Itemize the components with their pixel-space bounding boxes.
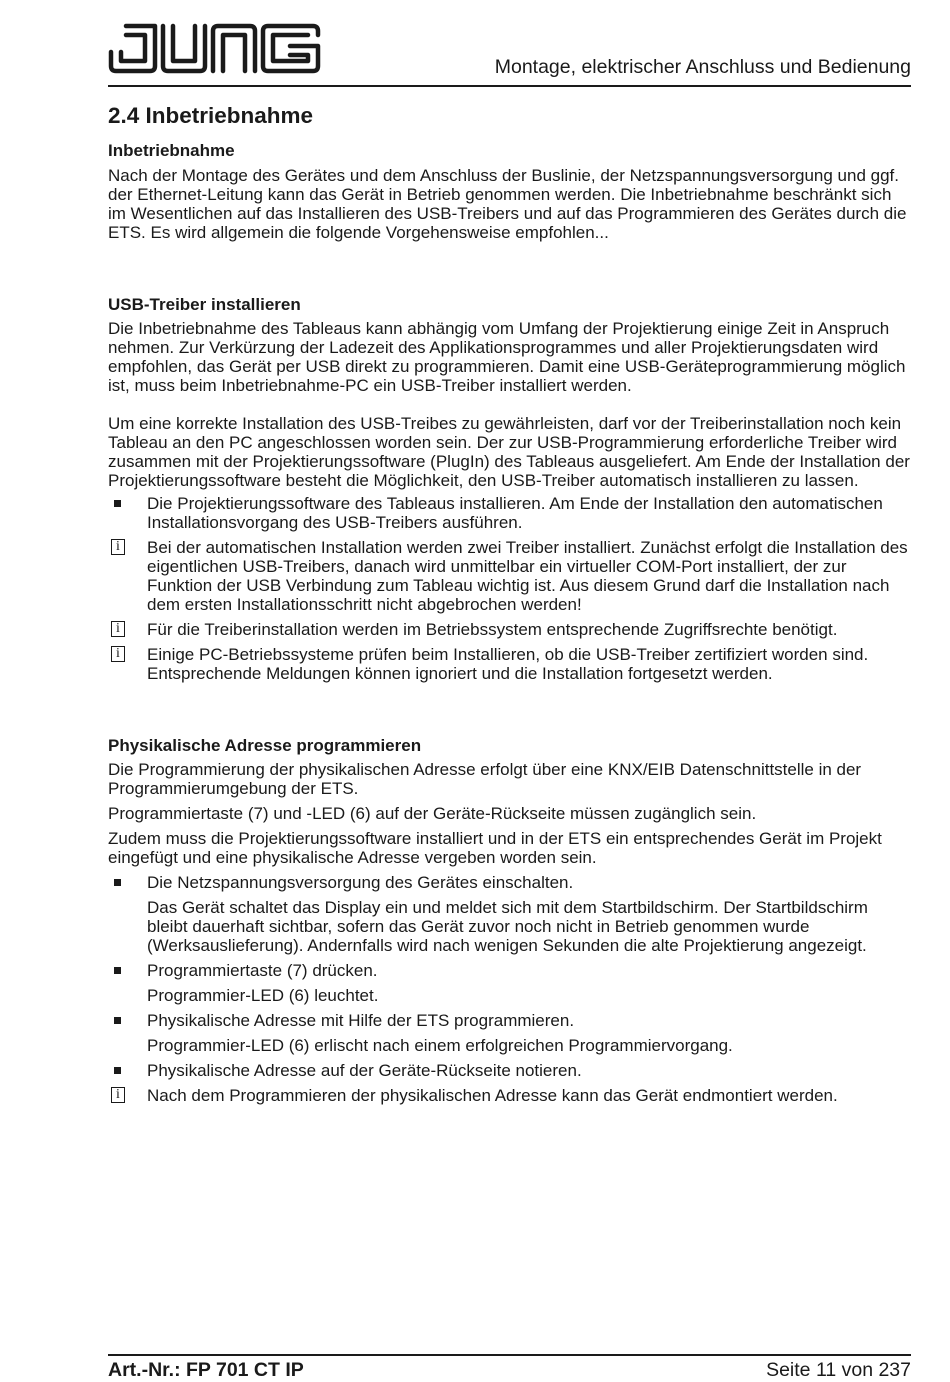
phys-heading: Physikalische Adresse programmieren	[108, 736, 422, 755]
square-bullet-icon	[114, 967, 121, 974]
usb-heading: USB-Treiber installieren	[108, 295, 301, 314]
article-number: Art.-Nr.: FP 701 CT IP	[108, 1359, 304, 1381]
usb-info-3: i Einige PC-Betriebssysteme prüfen beim Installieren, ob die USB-Treiber zertifiziert worden sind. Entsprechende Meldungen können ignoriert und die Installation fortgesetzt werden.	[108, 645, 911, 683]
phys-bullet-1: Die Netzspannungsversorgung des Gerätes einschalten.	[108, 873, 911, 892]
phys-sub-3: Programmier-LED (6) erlischt nach einem erfolgreichen Programmiervorgang.	[147, 1036, 733, 1055]
phys-bullet-3: Physikalische Adresse mit Hilfe der ETS programmieren.	[108, 1011, 911, 1030]
intro-heading: Inbetriebnahme	[108, 141, 235, 160]
phys-paragraph-3: Zudem muss die Projektierungssoftware installiert und in der ETS ein entsprechendes Gerät im Projekt eingefügt und eine physikalische Adresse vergeben worden sein.	[108, 829, 882, 867]
phys-paragraph-1: Die Programmierung der physikalischen Adresse erfolgt über eine KNX/EIB Datenschnittstelle in der Programmierumgebung der ETS.	[108, 760, 862, 798]
info-icon: i	[111, 1087, 125, 1103]
square-bullet-icon	[114, 879, 121, 886]
square-bullet-icon	[114, 1067, 121, 1074]
usb-paragraph-1: Die Inbetriebnahme des Tableaus kann abhängig vom Umfang der Projektierung einige Zeit in Anspruch nehmen. Zur Verkürzung der Ladezeit des Applikationsprogrammes und aller Projektierungsdaten wird empfohlen, das Gerät per USB direkt zu programmieren. Damit eine USB-Geräteprogrammierung möglich ist, muss beim Inbetriebnahme-PC ein USB-Treiber installiert werden.	[108, 319, 906, 395]
jung-logo	[108, 22, 328, 74]
header-divider	[108, 85, 911, 87]
section-title: 2.4 Inbetriebnahme	[108, 103, 314, 128]
page-number: Seite 11 von 237	[766, 1359, 911, 1381]
usb-info-1: i Bei der automatischen Installation werden zwei Treiber installiert. Zunächst erfolgt die Installation des eigentlichen USB-Treibers, danach wird unmittelbar ein virtueller COM-Port installiert, der zur Funktion der USB Verbindung zum Tableau wichtig ist. Aus diesem Grund darf die Installation nach dem ersten Installationsschritt nicht abgebrochen werden!	[108, 538, 911, 614]
info-icon: i	[111, 539, 125, 555]
square-bullet-icon	[114, 500, 121, 507]
header-title: Montage, elektrischer Anschluss und Bedienung	[494, 56, 911, 78]
info-icon: i	[111, 646, 125, 662]
square-bullet-icon	[114, 1017, 121, 1024]
info-icon: i	[111, 621, 125, 637]
phys-sub-2: Programmier-LED (6) leuchtet.	[147, 986, 379, 1005]
phys-info-1: i Nach dem Programmieren der physikalischen Adresse kann das Gerät endmontiert werden.	[108, 1086, 911, 1105]
phys-bullet-4: Physikalische Adresse auf der Geräte-Rückseite notieren.	[108, 1061, 911, 1080]
usb-info-2: i Für die Treiberinstallation werden im Betriebssystem entsprechende Zugriffsrechte benötigt.	[108, 620, 911, 639]
usb-bullet-1: Die Projektierungssoftware des Tableaus installieren. Am Ende der Installation den automatischen Installationsvorgang des USB-Treibers ausführen.	[108, 494, 911, 532]
intro-text: Nach der Montage des Gerätes und dem Anschluss der Buslinie, der Netzspannungsversorgung und ggf. der Ethernet-Leitung kann das Gerät in Betrieb genommen werden. Die Inbetriebnahme beschränkt sich im Wesentlichen auf das Installieren des USB-Treibers und auf das Programmieren des Gerätes durch die ETS. Es wird allgemein die folgende Vorgehensweise empfohlen...	[108, 166, 907, 242]
phys-bullet-2: Programmiertaste (7) drücken.	[108, 961, 911, 980]
phys-paragraph-2: Programmiertaste (7) und -LED (6) auf der Geräte-Rückseite müssen zugänglich sein.	[108, 804, 757, 823]
main-content	[108, 102, 911, 1105]
usb-paragraph-2: Um eine korrekte Installation des USB-Treibes zu gewährleisten, darf vor der Treiberinstallation noch kein Tableau an den PC angeschlossen worden sein. Der zur USB-Programmierung erforderliche Treiber wird zusammen mit der Projektierungssoftware (PlugIn) des Tableaus ausgeliefert. Am Ende der Installation der Projektierungssoftware besteht die Möglichkeit, den USB-Treiber automatisch installieren zu lassen.	[108, 414, 910, 490]
phys-sub-1: Das Gerät schaltet das Display ein und meldet sich mit dem Startbildschirm. Der Startbildschirm bleibt dauerhaft sichtbar, sofern das Gerät zuvor noch nicht in Betrieb genommen wurde (Werksauslieferung). Andernfalls wird nach wenigen Sekunden die alte Projektierung angezeigt.	[147, 898, 868, 955]
document-page	[108, 0, 911, 1380]
footer-divider	[108, 1354, 911, 1356]
